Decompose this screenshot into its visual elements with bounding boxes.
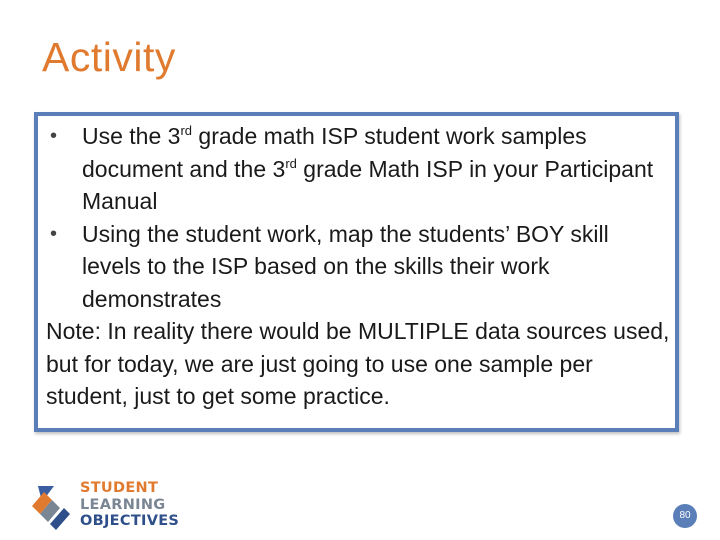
- bullet-2-text: Using the student work, map the students’ BOY skill levels to the ISP based on the skills their work demonstrates: [82, 220, 609, 312]
- bullet-item-2: [46, 218, 671, 316]
- slide-title: Activity: [42, 34, 176, 80]
- bullet-1-superscript-2: rd: [285, 155, 297, 171]
- logo-line-learning: LEARNING: [80, 496, 166, 513]
- bullet-marker: •: [50, 125, 58, 147]
- bullet-1-text-part3: grade Math ISP in your Participant Manual: [82, 155, 654, 214]
- page-number-badge: 80: [673, 504, 697, 528]
- bullet-1-text-part1: Use the 3: [82, 123, 181, 149]
- slo-logo-text: [80, 480, 179, 530]
- slo-logo-icon: [30, 480, 74, 530]
- note-text: Note: In reality there would be MULTIPLE data sources used, but for today, we are just going to use one sample per student, just to get some practice.: [46, 318, 670, 409]
- bullet-1-text-part2: grade math ISP student work samples document and the 3: [82, 123, 587, 182]
- bullet-marker: •: [50, 222, 58, 245]
- activity-box: [34, 112, 679, 432]
- logo-line-student: STUDENT: [80, 480, 159, 496]
- logo-line-objectives: OBJECTIVES: [80, 513, 180, 529]
- activity-content: [46, 120, 671, 413]
- bullet-1-superscript-1: rd: [180, 123, 193, 138]
- bullet-item-1: [46, 120, 671, 218]
- slo-logo: [30, 478, 200, 532]
